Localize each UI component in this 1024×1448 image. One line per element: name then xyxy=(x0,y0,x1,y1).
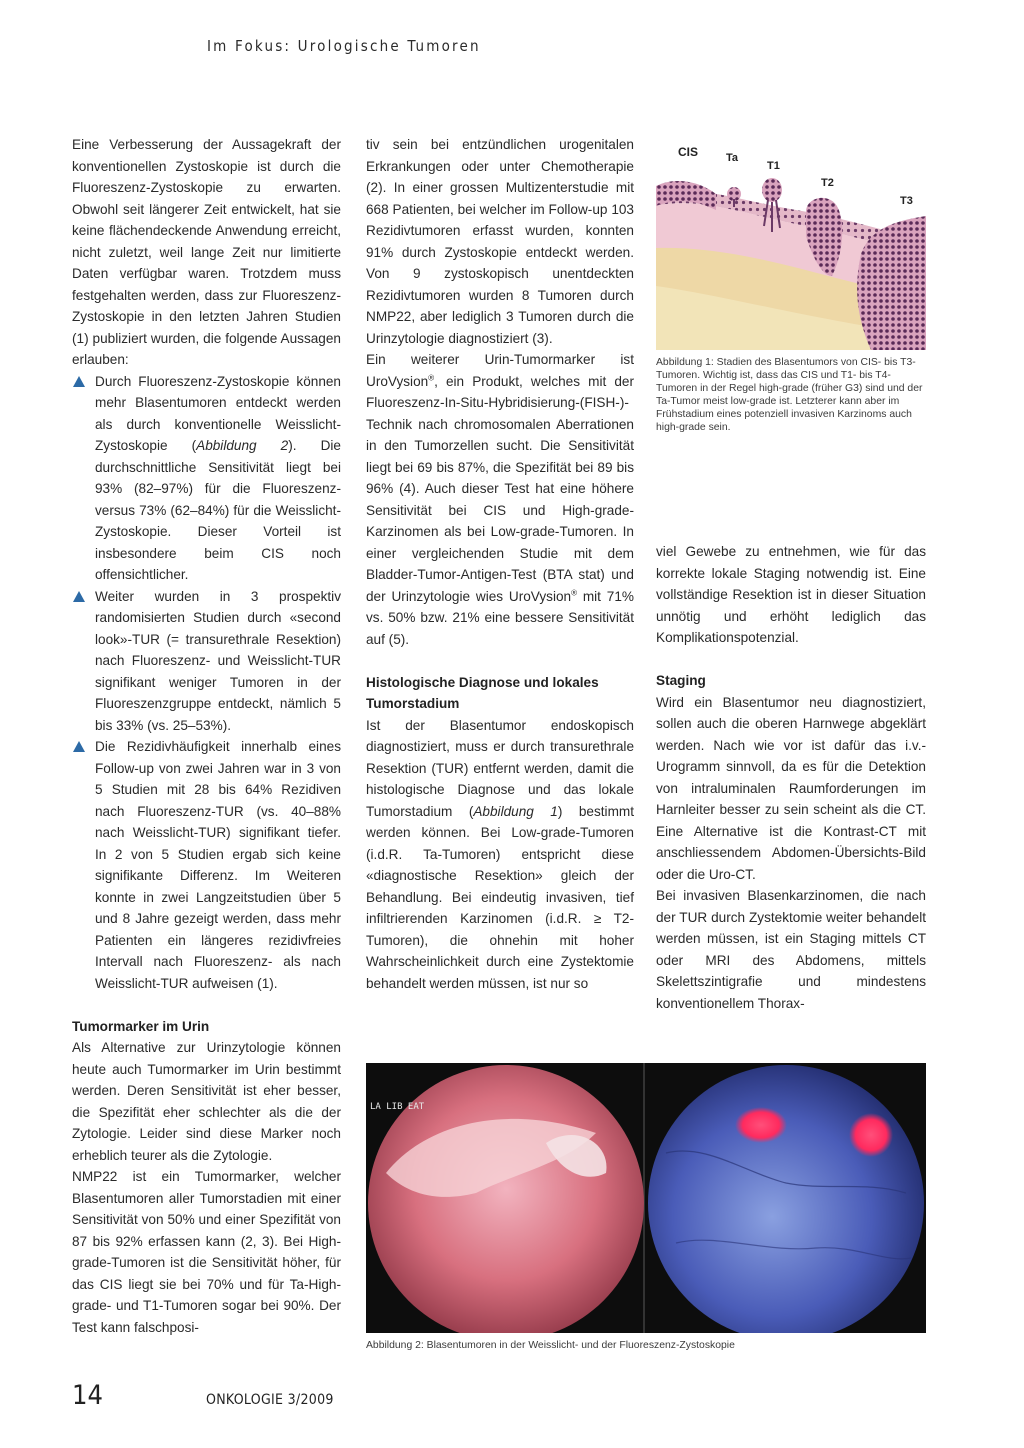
figure-2-caption: Abbildung 2: Blasentumoren in der Weisslicht- und der Fluoreszenz-Zystoskopie xyxy=(366,1340,735,1351)
list-item-text: Durch Fluoreszenz-Zystoskopie können mehr Blasentumoren entdeckt werden als durch konventionelle Weisslicht-Zystoskopie ( xyxy=(95,373,341,453)
triangle-bullet-icon xyxy=(73,376,85,387)
figure-1-tumor-stages xyxy=(656,136,926,350)
column-3 xyxy=(656,541,926,1014)
label-cis: CIS xyxy=(678,145,699,159)
paragraph-text: ) bestimmt werden können. Bei Low-grade-Tumoren (i.d.R. Ta-Tumoren) entspricht diese «diagnostische Resektion» gleich der Behandlung. Bei eindeutig invasiven, tief infiltrierenden Karzinomen (i.d.R. ≥ T2-Tumoren), die ohnehin mit hoher Wahrscheinlichkeit durch eine Zystektomie behandelt werden müssen, ist nur so xyxy=(366,803,634,991)
running-title: Im Fokus: Urologische Tumoren xyxy=(207,37,481,55)
figure-2-cystoscopy-images xyxy=(366,1063,926,1333)
list-item xyxy=(72,586,341,737)
label-t3: T3 xyxy=(900,195,913,207)
section-heading: Staging xyxy=(656,673,706,688)
label-ta: Ta xyxy=(726,152,739,164)
registered-mark: ® xyxy=(428,372,435,382)
list-item-text: Weiter wurden in 3 prospektiv randomisierten Studien durch «second look»-TUR (= transurethrale Resektion) nach Fluoreszenz- und Weisslicht-TUR signifikant weniger Tumoren in der Fluoreszenzgruppe entdeckt, nämlich 5 bis 33% (vs. 25–53%). xyxy=(95,588,341,733)
paragraph-text: mit 71% vs. 50% bzw. 21% eine bessere Sensitivität auf (5). xyxy=(366,588,634,647)
label-t2: T2 xyxy=(821,177,834,189)
journal-issue: ONKOLOGIE 3/2009 xyxy=(206,1392,334,1408)
paragraph: Als Alternative zur Urinzytologie können heute auch Tumormarker im Urin bestimmt werden. Deren Sensitivität ist eher besser, die Spezifität eher schlechter als die der Zytologie. Leider sind diese Marker noch erheblich teurer als die Zytologie. xyxy=(72,1040,341,1163)
triangle-bullet-icon xyxy=(73,741,85,752)
paragraph: Bei invasiven Blasenkarzinomen, die nach der TUR durch Zystektomie weiter behandelt werden müssen, ist ein Staging mittels CT oder MRI des Abdomens, mittels Skelettszintigrafie und mindestens konventionellem Thorax- xyxy=(656,888,926,1011)
paragraph xyxy=(366,715,634,995)
section-heading: Histologische Diagnose und lokales Tumorstadium xyxy=(366,674,599,711)
list-item-text: ). Die durchschnittliche Sensitivität liegt bei 93% (82–97%) für die Fluoreszenz- versus 73% (62–84%) für die Weisslicht-Zystoskopie. Dieser Vorteil ist insbesondere beim CIS noch offensichtlicher. xyxy=(95,438,341,582)
registered-mark: ® xyxy=(571,587,578,597)
paragraph: Eine Verbesserung der Aussagekraft der konventionellen Zystoskopie ist durch die Fluoreszenz-Zystoskopie zu erwarten. Obwohl seit längerer Zeit entwickelt, hat sie keine flächendeckende Anwendung erreicht, nicht zuletzt, weil lange Zeit nur limitierte Daten verfügbar waren. Trotzdem muss festgehalten werden, dass zur Fluoreszenz-Zystoskopie in den letzten Jahren Studien (1) publiziert wurden, die folgende Aussagen erlauben: xyxy=(72,137,341,367)
figure-reference: Abbildung 1 xyxy=(473,803,558,819)
triangle-bullet-icon xyxy=(73,591,85,602)
paragraph: Wird ein Blasentumor neu diagnostiziert, sollen auch die oberen Harnwege abgeklärt werden. Nach wie vor ist dafür das i.v.-Urogramm sinnvoll, da es für die Detektion von intraluminalen Raumforderungen im Harnleiter besser zu sein scheint als die CT. Eine Alternative ist die Kontrast-CT mit anschliessendem Abdomen-Übersichts-Bild oder die Uro-CT. xyxy=(656,694,926,882)
list-item xyxy=(72,371,341,586)
section-heading: Tumormarker im Urin xyxy=(72,1018,210,1034)
paragraph: viel Gewebe zu entnehmen, wie für das korrekte lokale Staging notwendig ist. Eine vollständige Resektion ist in dieser Situation unnötig und erhöht lediglich das Komplikationspotenzial. xyxy=(656,544,926,645)
list-item-text: Die Rezidivhäufigkeit innerhalb eines Follow-up von zwei Jahren war in 3 von 5 Studien mit 28 bis 64% Rezidiven nach Fluoreszenz-TUR (vs. 40–88% nach Weisslicht-TUR) signifikant tiefer. In 2 von 5 Studien ergab sich keine signifikante Differenz. Im Weiteren konnte in zwei Langzeitstudien über 5 und 8 Jahre gezeigt werden, dass mehr Patienten ein längeres rezidivfreies Intervall nach Fluoreszenz- als nach Weisslicht-TUR aufweisen (1). xyxy=(95,739,341,991)
column-1 xyxy=(72,134,341,1338)
figure-1-caption: Abbildung 1: Stadien des Blasentumors von CIS- bis T3-Tumoren. Wichtig ist, dass das CIS und T1- bis T4-Tumoren in der Regel high-grade (früher G3) sind und der Ta-Tumor meist low-grade ist. Letzterer kann aber im Frühstadium eines potenziell invasiven Karzinoms auch high-grade sein. xyxy=(656,357,923,433)
paragraph: NMP22 ist ein Tumormarker, welcher Blasentumoren aller Tumorstadien mit einer Sensitivität von 50% und einer Spezifität von 87 bis 92% erfassen kann (2, 3). Bei High-grade-Tumoren ist die Sensitivität höher, für das CIS liegt sie bei 70% und für Ta-High-grade- und T1-Tumoren sogar bei 90%. Der Test kann falschposi- xyxy=(72,1169,341,1335)
page-number: 14 xyxy=(72,1380,103,1411)
label-t1: T1 xyxy=(767,160,780,172)
paragraph-text: , ein Produkt, welches mit der Fluoreszenz-In-Situ-Hybridisierung-(FISH-)-Technik nach chromosomalen Aberrationen in den Tumorzellen sucht. Die Sensitivität liegt bei 69 bis 87%, die Spezifität bei 89 bis 96% (4). Auch dieser Test hat eine höhere Sensitivität bei CIS und High-grade-Karzinomen als bei Low-grade-Tumoren. In einer vergleichenden Studie mit dem Bladder-Tumor-Antigen-Test (BTA stat) und der Urinzytologie wies UroVysion xyxy=(366,373,634,604)
list-item xyxy=(72,736,341,994)
column-2 xyxy=(366,134,634,994)
bullet-list xyxy=(72,371,341,995)
paragraph: tiv sein bei entzündlichen urogenitalen Erkrankungen oder unter Chemotherapie (2). In einer grossen Multizenterstudie mit 668 Patienten, bei welcher im Follow-up 103 Rezidivtumoren erfasst wurden, konnten 91% durch Zystoskopie entdeckt werden. Von 9 zystoskopisch unentdeckten Rezidivtumoren wurden 8 Tumoren durch NMP22, aber lediglich 3 Tumoren durch die Urinzytologie diagnostiziert (3). xyxy=(366,137,634,346)
paragraph-text: Ein weiterer Urin-Tumormarker ist UroVysion xyxy=(366,352,634,389)
figure-reference: Abbildung 2 xyxy=(196,438,289,453)
image-overlay-text: LA LIB EAT xyxy=(370,1102,425,1112)
paragraph-text: Ist der Blasentumor endoskopisch diagnostiziert, muss er durch transurethrale Resektion (TUR) entfernt werden, damit die histologische Diagnose und das lokale Tumorstadium ( xyxy=(366,717,634,819)
paragraph xyxy=(366,349,634,650)
